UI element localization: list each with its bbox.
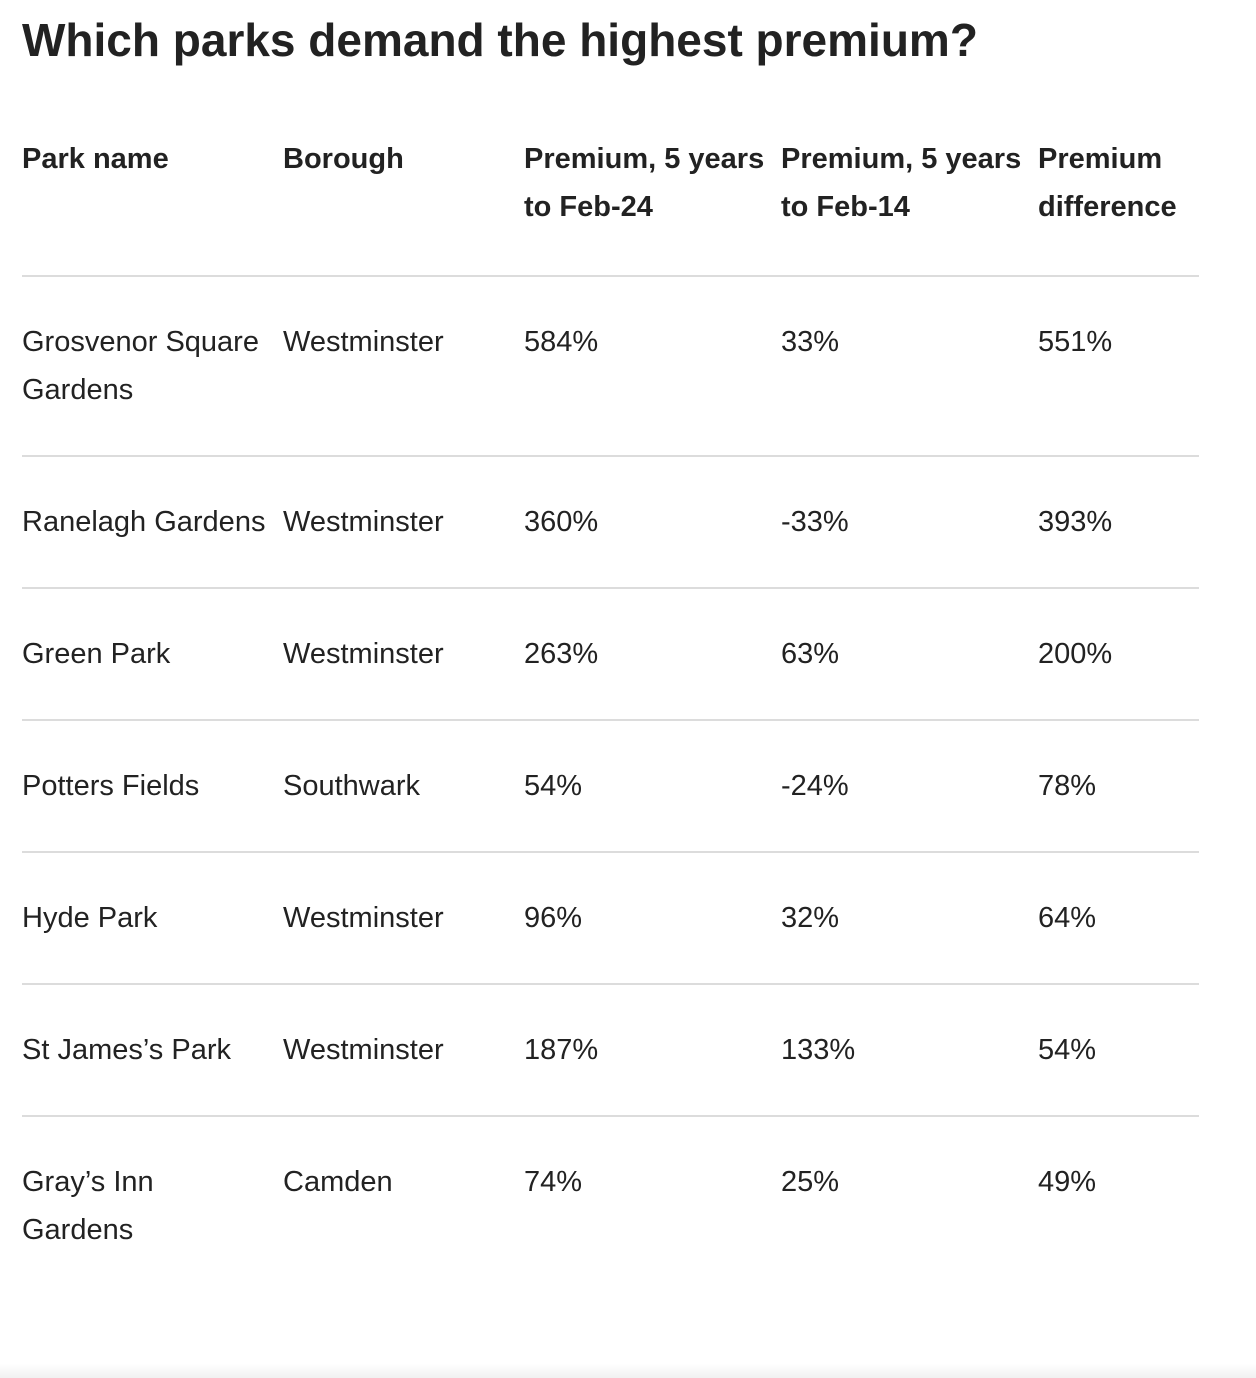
table-header-row xyxy=(22,132,1199,276)
cell-premium-feb-14: -24% xyxy=(781,720,1038,852)
premium-table xyxy=(22,132,1199,1295)
cell-premium-difference: 54% xyxy=(1038,984,1199,1116)
cell-premium-difference: 393% xyxy=(1038,456,1199,588)
cell-premium-feb-24: 54% xyxy=(524,720,781,852)
header-borough: Borough xyxy=(283,143,404,175)
header-park-name: Park name xyxy=(22,143,169,175)
cell-park-name: Green Park xyxy=(22,588,283,720)
cell-premium-feb-14: 63% xyxy=(781,588,1038,720)
table-row xyxy=(22,276,1199,456)
cell-park-name: Grosvenor Square Gardens xyxy=(22,276,283,456)
cell-premium-feb-24: 187% xyxy=(524,984,781,1116)
cell-premium-difference: 78% xyxy=(1038,720,1199,852)
cell-premium-feb-24: 584% xyxy=(524,276,781,456)
cell-premium-feb-14: 133% xyxy=(781,984,1038,1116)
cell-premium-feb-14: 25% xyxy=(781,1116,1038,1295)
cell-premium-feb-24: 263% xyxy=(524,588,781,720)
cell-premium-feb-24: 96% xyxy=(524,852,781,984)
cell-premium-feb-24: 74% xyxy=(524,1116,781,1295)
cell-premium-feb-24: 360% xyxy=(524,456,781,588)
cell-park-name: Hyde Park xyxy=(22,852,283,984)
cell-premium-difference: 64% xyxy=(1038,852,1199,984)
cell-premium-difference: 551% xyxy=(1038,276,1199,456)
cell-borough: Westminster xyxy=(283,852,524,984)
cell-borough: Westminster xyxy=(283,456,524,588)
table-row xyxy=(22,984,1199,1116)
table-row xyxy=(22,456,1199,588)
page-title: Which parks demand the highest premium? xyxy=(22,14,978,66)
cell-borough: Southwark xyxy=(283,720,524,852)
header-premium-feb-24: Premium, 5 years to Feb-24 xyxy=(524,143,765,223)
cell-premium-feb-14: 33% xyxy=(781,276,1038,456)
cell-borough: Westminster xyxy=(283,984,524,1116)
cell-park-name: Potters Fields xyxy=(22,720,283,852)
cell-premium-feb-14: -33% xyxy=(781,456,1038,588)
table-row xyxy=(22,720,1199,852)
table-row xyxy=(22,1116,1199,1295)
cell-park-name: Gray’s Inn Gardens xyxy=(22,1116,283,1295)
cell-park-name: St James’s Park xyxy=(22,984,283,1116)
table-row xyxy=(22,588,1199,720)
cell-borough: Camden xyxy=(283,1116,524,1295)
cell-borough: Westminster xyxy=(283,276,524,456)
header-premium-difference: Premium difference xyxy=(1038,143,1177,223)
bottom-fade xyxy=(0,1364,1256,1378)
cell-premium-feb-14: 32% xyxy=(781,852,1038,984)
table-row xyxy=(22,852,1199,984)
cell-borough: Westminster xyxy=(283,588,524,720)
header-premium-feb-14: Premium, 5 years to Feb-14 xyxy=(781,143,1022,223)
cell-premium-difference: 200% xyxy=(1038,588,1199,720)
cell-park-name: Ranelagh Gardens xyxy=(22,456,283,588)
cell-premium-difference: 49% xyxy=(1038,1116,1199,1295)
